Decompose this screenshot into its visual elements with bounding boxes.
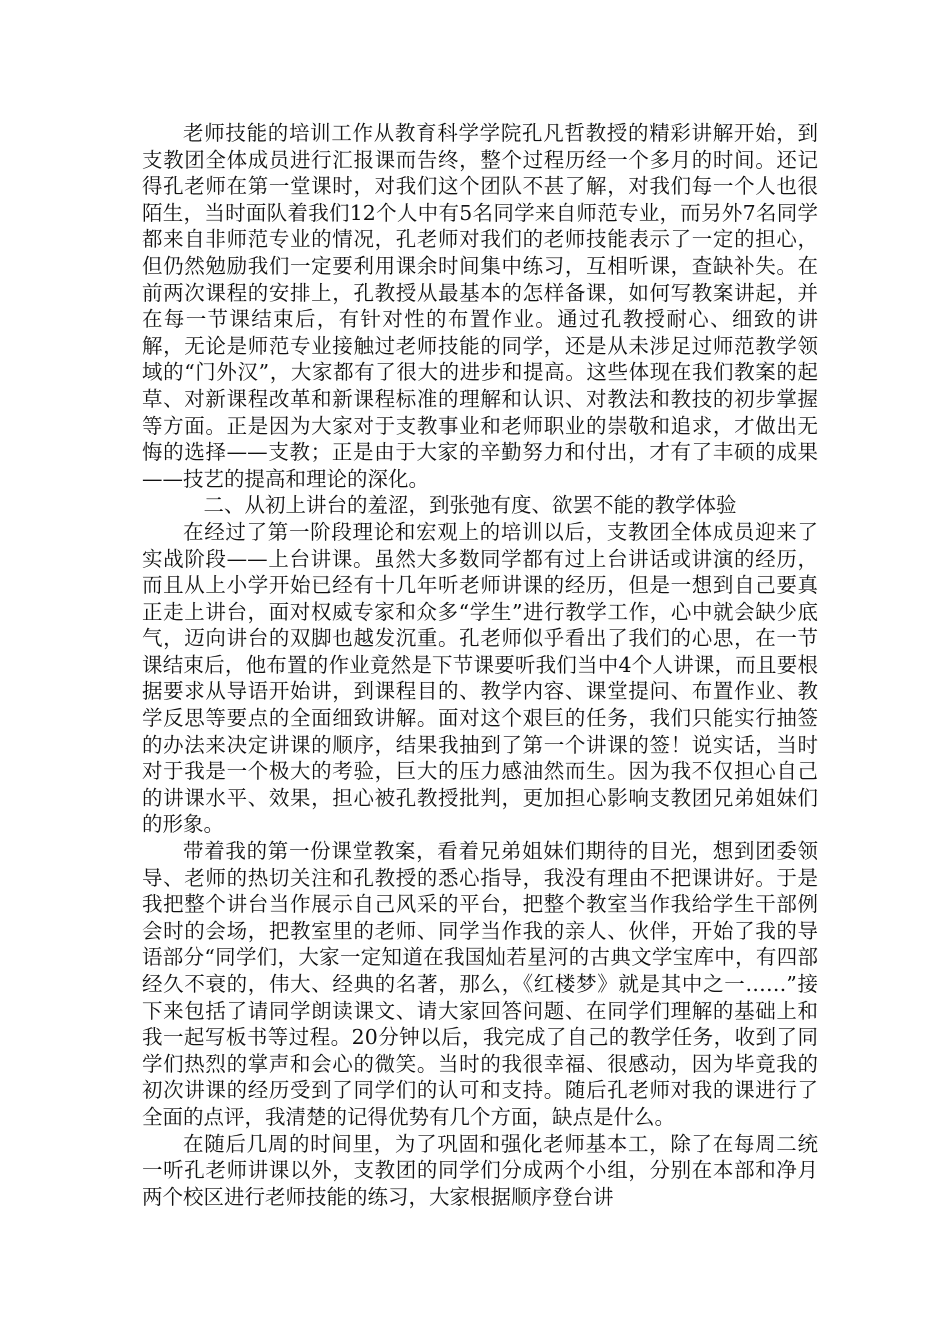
paragraph-first-lesson: 带着我的第一份课堂教案，看着兄弟姐妹们期待的目光，想到团委领导、老师的热切关注和孔教授的悉心指导，我没有理由不把课讲好。于是我把整个讲台当作展示自己风采的平台，把整个教室当作我给学生干部例会时的会场，把教室里的老师、同学当作我的亲人、伙伴，开始了我的导语部分“同学们，大家一定知道在我国灿若星河的古典文学宝库中，有四部经久不衰的，伟大、经典的名著，那么，《红楼梦》就是其中之一……”接下来包括了请同学朗读课文、请大家回答问题、在同学们理解的基础上和我一起写板书等过程。20分钟以后，我完成了自己的教学任务，收到了同学们热烈的掌声和会心的微笑。当时的我很幸福、很感动，因为毕竟我的初次讲课的经历受到了同学们的认可和支持。随后孔老师对我的课进行了全面的点评，我清楚的记得优势有几个方面，缺点是什么。 bbox=[142, 839, 818, 1129]
paragraph-following-weeks: 在随后几周的时间里，为了巩固和强化老师基本工，除了在每周二统一听孔老师讲课以外，支教团的同学们分成两个小组，分别在本部和净月两个校区进行老师技能的练习，大家根据顺序登台讲 bbox=[142, 1131, 818, 1209]
section-heading-2: 二、从初上讲台的羞涩，到张弛有度、欲罢不能的教学体验 bbox=[203, 493, 737, 518]
paragraph-practice-stage: 在经过了第一阶段理论和宏观上的培训以后，支教团全体成员迎来了实战阶段——上台讲课。虽然大多数同学都有过上台讲话或讲演的经历，而且从上小学开始已经有十几年听老师讲课的经历，但是一想到自己要真正走上讲台，面对权威专家和众多“学生”进行教学工作，心中就会缺少底气，迈向讲台的双脚也越发沉重。孔老师似乎看出了我们的心思，在一节课结束后，他布置的作业竟然是下节课要听我们当中4个人讲课，而且要根据要求从导语开始讲，到课程目的、教学内容、课堂提问、布置作业、教学反思等要点的全面细致讲解。面对这个艰巨的任务，我们只能实行抽签的办法来决定讲课的顺序，结果我抽到了第一个讲课的签！说实话，当时对于我是一个极大的考验，巨大的压力感油然而生。因为我不仅担心自己的讲课水平、效果，担心被孔教授批判，更加担心影响支教团兄弟姐妹们的形象。 bbox=[142, 519, 818, 837]
document-page bbox=[142, 120, 818, 1210]
paragraph-teacher-skills-training: 老师技能的培训工作从教育科学学院孔凡哲教授的精彩讲解开始，到支教团全体成员进行汇报课而告终，整个过程历经一个多月的时间。还记得孔老师在第一堂课时，对我们这个团队不甚了解，对我们每一个人也很陌生，当时面队着我们12个人中有5名同学来自师范专业，而另外7名同学都来自非师范专业的情况，孔老师对我们的老师技能表示了一定的担心，但仍然勉励我们一定要利用课余时间集中练习，互相听课，查缺补失。在前两次课程的安排上，孔教授从最基本的怎样备课，如何写教案讲起，并在每一节课结束后，有针对性的布置作业。通过孔教授耐心、细致的讲解，无论是师范专业接触过老师技能的同学，还是从未涉足过师范教学领域的“门外汉”，大家都有了很大的进步和提高。这些体现在我们教案的起草、对新课程改革和新课程标准的理解和认识、对教法和教技的初步掌握等方面。正是因为大家对于支教事业和老师职业的崇敬和追求，才做出无悔的选择——支教；正是由于大家的辛勤努力和付出，才有了丰硕的成果——技艺的提高和理论的深化。 bbox=[142, 121, 818, 491]
